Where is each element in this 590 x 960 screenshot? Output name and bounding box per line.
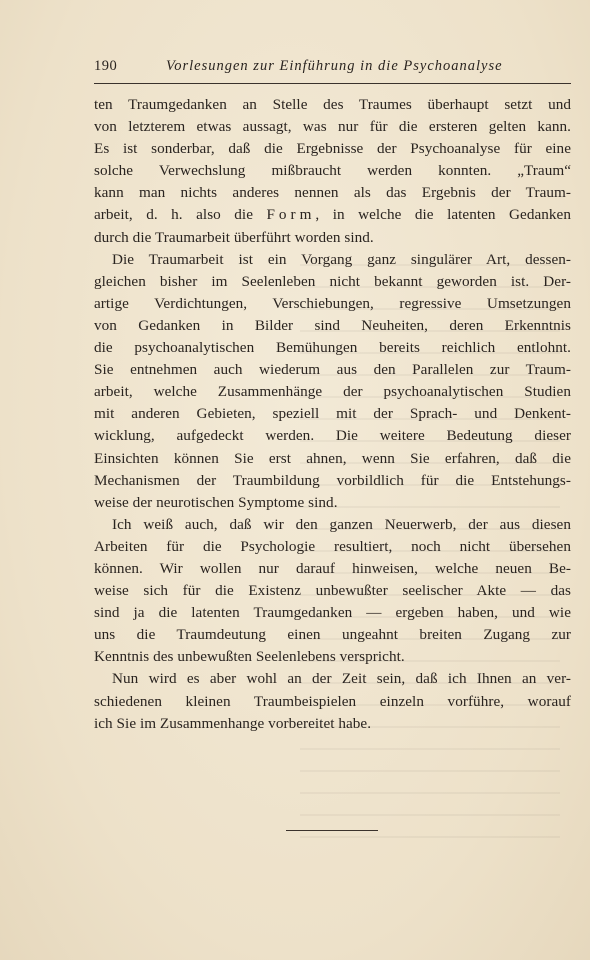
text-line: mit anderen Gebieten, speziell mit der Sprach- und Denkent- [94, 405, 571, 423]
text-line: ich Sie im Zusammenhange vorbereitet habe. [94, 714, 372, 732]
text-line: weise der neurotischen Symptome sind. [94, 493, 338, 511]
text-line: durch die Traumarbeit überführt worden sind. [94, 228, 374, 246]
text-line: Sie entnehmen auch wiederum aus den Parallelen zur Traum- [94, 361, 571, 379]
text-line: ten Traumgedanken an Stelle des Traumes überhaupt setzt und [94, 96, 571, 113]
text-line: Es ist sonderbar, daß die Ergebnisse der Psychoanalyse für eine [94, 140, 571, 158]
text-line: Ich weiß auch, daß wir den ganzen Neuerwerb, der aus diesen [112, 515, 571, 533]
text-line: können. Wir wollen nur darauf hinweisen, welche neuen Be- [94, 559, 571, 577]
text-line: Arbeiten für die Psychologie resultiert, noch nicht übersehen [94, 537, 571, 555]
text-line: arbeit, welche Zusammenhänge der psychoanalytischen Studien [94, 383, 571, 401]
text-segment: arbeit, d. h. also die [94, 206, 253, 224]
text-line: Mechanismen der Traumbildung vorbildlich für die Entstehungs- [94, 471, 571, 489]
text-line: Die Traumarbeit ist ein Vorgang ganz singulärer Art, dessen- [112, 250, 571, 268]
text-line: wicklung, aufgedeckt werden. Die weitere Bedeutung dieser [94, 427, 571, 445]
text-segment: , in welche die latenten Gedanken [315, 206, 571, 224]
text-line: Nun wird es aber wohl an der Zeit sein, daß ich Ihnen an ver- [112, 670, 571, 688]
body-text [94, 94, 571, 735]
text-line: uns die Traumdeutung einen ungeahnt breiten Zugang zur [94, 626, 571, 644]
chapter-end-rule [286, 830, 378, 831]
text-line: von letzterem etwas aussagt, was nur für die ersteren gelten kann. [94, 118, 571, 136]
text-line: kann man nichts anderes nennen als das Ergebnis der Traum- [94, 184, 571, 202]
text-line: sind ja die latenten Traumgedanken — ergeben haben, und wie [94, 604, 571, 622]
page-header [94, 58, 572, 80]
text-line: Kenntnis des unbewußten Seelenlebens verspricht. [94, 648, 405, 666]
text-line: weise sich für die Existenz unbewußter seelischer Akte — das [94, 582, 571, 600]
text-line: gleichen bisher im Seelenleben nicht bekannt geworden ist. Der- [94, 272, 571, 290]
running-title: Vorlesungen zur Einführung in die Psychoanalyse [166, 58, 503, 74]
text-line: artige Verdichtungen, Verschiebungen, regressive Umsetzungen [94, 294, 571, 312]
text-line [94, 204, 571, 226]
text-line: Einsichten können Sie erst ahnen, wenn Sie erfahren, daß die [94, 449, 571, 467]
text-line: die psychoanalytischen Bemühungen bereits reichlich entlohnt. [94, 339, 571, 357]
header-rule [94, 83, 571, 84]
emphasized-word: Form [266, 206, 316, 224]
text-line: von Gedanken in Bilder sind Neuheiten, deren Erkenntnis [94, 316, 571, 334]
page-number: 190 [94, 58, 118, 74]
text-line: solche Verwechslung mißbraucht werden konnten. „Traum“ [94, 162, 571, 180]
text-line: schiedenen kleinen Traumbeispielen einzeln vorführe, worauf [94, 692, 571, 710]
